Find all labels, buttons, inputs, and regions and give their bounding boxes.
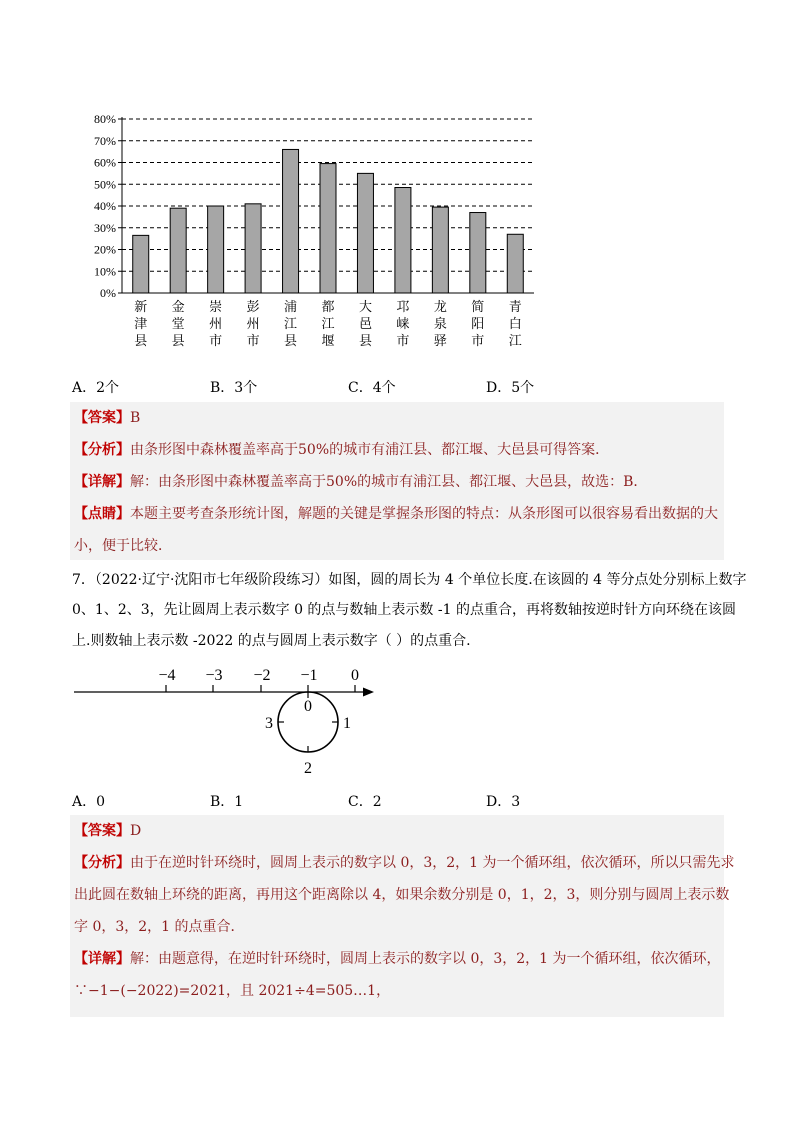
category-label: 驿 [433, 333, 447, 348]
category-label: 泉 [433, 316, 447, 331]
q6-solution-panel [70, 402, 724, 560]
category-label: 江 [284, 316, 298, 331]
detail-tag: 【详解】 [74, 474, 130, 490]
number-line-figure [70, 660, 390, 780]
q7-option-a[interactable]: A．0 [72, 794, 106, 810]
category-label: 新 [134, 299, 148, 314]
q7-analysis-line [74, 853, 735, 873]
category-label: 县 [134, 333, 148, 348]
q7-analysis-line-3 [74, 917, 720, 937]
category-label: 县 [171, 333, 185, 348]
q6-option-a[interactable]: A．2个 [72, 380, 120, 396]
category-label: 堂 [171, 316, 185, 331]
q7-detail-1: 解：由题意得，在逆时针环绕时，圆周上表示的数字以 0，3，2，1 为一个循环组，依次循环， [130, 951, 721, 967]
category-label: 青 [508, 299, 522, 314]
q6-detail: 解：由条形图中森林覆盖率高于50%的城市有浦江县、都江堰、大邑县，故选：B． [130, 474, 648, 490]
q7-answer: D [130, 823, 142, 839]
circle-label-right: 1 [343, 715, 351, 732]
bar [283, 149, 299, 293]
bar [133, 235, 149, 293]
y-tick-label: 10% [94, 264, 116, 279]
axis-label: 0 [351, 667, 359, 684]
category-label: 简 [471, 299, 485, 314]
q6-answer-line [74, 408, 720, 428]
bar [470, 213, 486, 293]
bar [395, 188, 411, 293]
q7-detail-line-2 [74, 981, 720, 1001]
bar [357, 173, 373, 293]
category-label: 县 [284, 333, 298, 348]
forest-coverage-bar-chart [60, 100, 560, 360]
y-tick-label: 0% [100, 286, 116, 300]
category-label: 江 [508, 333, 522, 348]
answer-tag: 【答案】 [74, 410, 130, 426]
q7-option-b[interactable]: B．1 [210, 794, 244, 810]
q6-comment-1: 本题主要考查条形统计图，解题的关键是掌握条形图的特点：从条形图可以很容易看出数据的大 [130, 506, 718, 522]
q6-options [72, 377, 732, 397]
category-label: 市 [471, 333, 485, 348]
axis-arrow-icon [363, 688, 374, 697]
circle-label-bottom: 2 [304, 760, 312, 777]
category-label: 州 [209, 316, 223, 331]
y-tick-label: 70% [94, 133, 116, 148]
bar [170, 208, 186, 293]
category-label: 州 [246, 316, 260, 331]
q7-option-d[interactable]: D．3 [486, 794, 521, 810]
q6-option-b[interactable]: B．3个 [210, 380, 258, 396]
q7-line-2: 0、1、2、3，先让圆周上表示数字 0 的点与数轴上表示数 -1 的点重合，再将数轴按逆时针方向环绕在该圆 [72, 602, 736, 618]
q6-comment-line [74, 504, 720, 524]
comment-tag: 【点睛】 [74, 506, 130, 522]
category-label: 市 [396, 333, 410, 348]
q6-option-c[interactable]: C．4个 [348, 380, 396, 396]
category-label: 崃 [396, 316, 410, 331]
answer-tag: 【答案】 [74, 823, 130, 839]
category-label: 市 [246, 333, 260, 348]
q7-analysis-3: 字 0，3，2，1 的点重合． [74, 919, 245, 935]
category-label: 县 [358, 333, 372, 348]
q6-comment-2: 小，便于比较． [74, 538, 172, 554]
category-label: 江 [321, 316, 335, 331]
axis-label: −4 [158, 667, 176, 684]
q6-detail-line [74, 472, 720, 492]
category-label: 邛 [396, 299, 410, 314]
category-label: 市 [209, 333, 223, 348]
category-label: 阳 [471, 316, 485, 331]
y-tick-label: 40% [94, 199, 116, 213]
category-label: 都 [321, 299, 335, 314]
y-tick-label: 80% [94, 112, 116, 126]
q7-analysis-2: 出此圆在数轴上环绕的距离，再用这个距离除以 4，如果余数分别是 0，1，2，3，则分别与圆周上表示数 [74, 887, 730, 903]
category-label: 崇 [209, 299, 223, 314]
category-label: 白 [508, 316, 522, 331]
q7-detail-2: ∵−1−(−2022)=2021，且 2021÷4=505…1， [74, 983, 391, 999]
category-label: 大 [358, 299, 372, 314]
category-label: 龙 [433, 299, 447, 314]
category-label: 津 [134, 316, 148, 331]
circle-label-left: 3 [265, 715, 273, 732]
bar-chart-svg [60, 100, 560, 360]
circle-label-top: 0 [304, 698, 312, 715]
q7-analysis-1: 由于在逆时针环绕时，圆周上表示的数字以 0，3，2，1 为一个循环组，依次循环，所以只需先求 [130, 855, 735, 871]
q6-analysis: 由条形图中森林覆盖率高于50%的城市有浦江县、都江堰、大邑县可得答案． [130, 442, 610, 458]
category-label: 堰 [321, 333, 335, 348]
category-label: 彭 [246, 299, 260, 314]
category-label: 金 [171, 299, 185, 314]
axis-label: −1 [300, 667, 318, 684]
y-tick-label: 50% [94, 177, 116, 192]
q7-analysis-line-2 [74, 885, 730, 905]
axis-label: −2 [253, 667, 271, 684]
q6-analysis-line [74, 440, 720, 460]
q6-answer: B [130, 410, 141, 426]
q6-comment-line-2 [74, 536, 720, 556]
bar [507, 234, 523, 293]
q7-option-c[interactable]: C．2 [348, 794, 382, 810]
detail-tag: 【详解】 [74, 951, 130, 967]
category-label: 浦 [284, 299, 298, 314]
q7-solution-panel [70, 815, 735, 1017]
analysis-tag: 【分析】 [74, 442, 130, 458]
q6-option-d[interactable]: D．5个 [486, 380, 535, 396]
q7-options [72, 791, 732, 811]
axis-label: −3 [205, 667, 223, 684]
q7-detail-line [74, 949, 720, 969]
bar [245, 204, 261, 293]
analysis-tag: 【分析】 [74, 855, 130, 871]
y-tick-label: 30% [94, 220, 116, 235]
bar [432, 207, 448, 293]
y-tick-label: 60% [94, 155, 116, 170]
q7-answer-line [74, 821, 720, 841]
category-label: 邑 [358, 316, 372, 331]
bar [208, 206, 224, 293]
bar [320, 164, 336, 293]
q7-line-3: 上.则数轴上表示数 -2022 的点与圆周上表示数字（ ）的点重合. [72, 633, 471, 649]
number-line-svg [70, 660, 390, 780]
y-tick-label: 20% [94, 242, 116, 257]
q7-line-1: 7．（2022·辽宁·沈阳市七年级阶段练习）如图，圆的周长为 4 个单位长度.在该圆的 4 等分点处分别标上数字 [72, 572, 747, 588]
